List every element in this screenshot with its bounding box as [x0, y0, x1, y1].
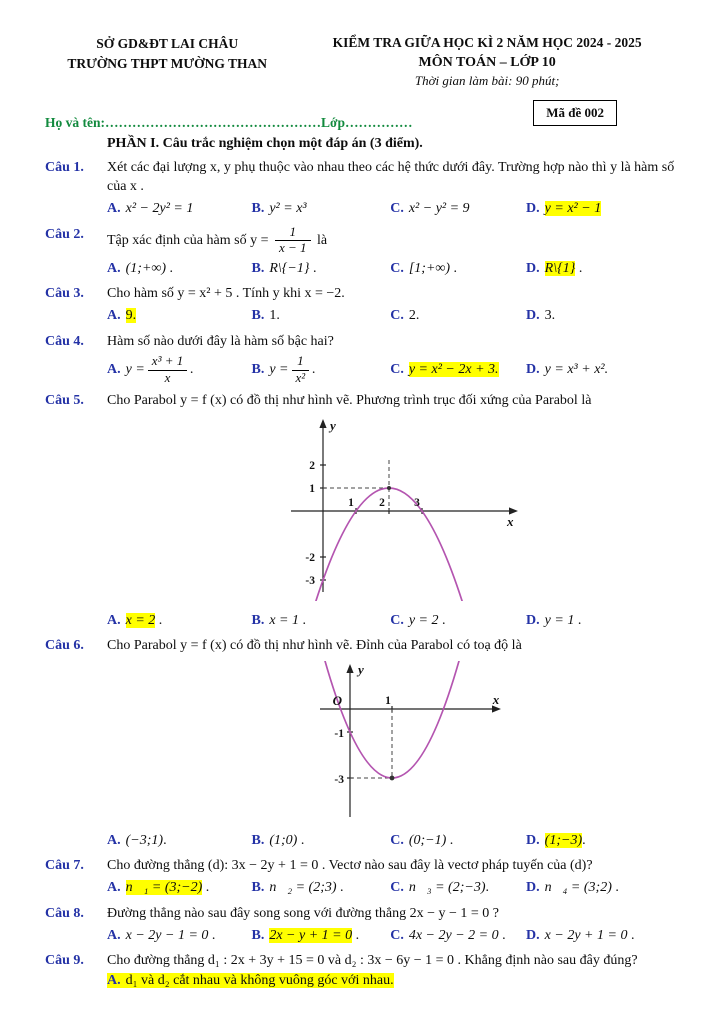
question-2 [45, 225, 685, 278]
question-6-text: Cho Parabol y = f (x) có đồ thị như hình vẽ. Đỉnh của Parabol có toạ độ là [107, 637, 522, 653]
question-5-option-c: C. y = 2 . [390, 612, 446, 628]
question-4-options [107, 354, 685, 385]
question-4-text: Hàm số nào dưới đây là hàm số bậc hai? [107, 333, 334, 349]
question-5-label: Câu 5. [45, 393, 84, 409]
question-2-text-after: là [317, 232, 328, 248]
question-3-text: Cho hàm số y = x² + 5 . Tính y khi x = −2. [107, 286, 345, 302]
question-7 [45, 856, 685, 898]
fraction: $\frac{\text{x³ + 1}}{x}$ [148, 354, 187, 385]
parabola-graph-q5 [261, 416, 531, 601]
question-9 [45, 951, 685, 970]
g1-x-axis-label: x [507, 514, 514, 530]
question-6-option-d: D. (1;−3). [526, 832, 586, 848]
question-6-label: Câu 6. [45, 637, 84, 653]
question-2-text-before: Tập xác định của hàm số y = [107, 232, 269, 248]
exam-code-box: Mã đề 002 [533, 100, 617, 126]
question-6-graph [107, 661, 685, 827]
g2-xtick-1: 1 [384, 695, 391, 708]
question-1 [45, 158, 685, 219]
question-1-options [107, 199, 685, 218]
question-4 [45, 332, 685, 385]
question-5 [45, 391, 685, 630]
g2-ytick-neg1: -1 [333, 728, 344, 741]
g1-ytick-1: 1 [309, 483, 315, 496]
header-right [289, 34, 685, 91]
fraction: $\frac{1}{x - 1}$ [275, 225, 311, 256]
question-8-option-a: A. x − 2y − 1 = 0 . [107, 927, 216, 943]
parabola-graph-q6 [284, 661, 509, 821]
question-4-option-a: A. y = $\frac{\text{x³ + 1}}{x}$ . [107, 352, 194, 385]
header-left [45, 34, 289, 91]
g1-y-axis-label: y [330, 418, 336, 434]
header [45, 34, 685, 91]
question-5-option-b: B. x = 1 . [251, 612, 307, 628]
question-7-text: Cho đường thẳng (d): 3x − 2y + 1 = 0 . Vectơ nào sau đây là vectơ pháp tuyến của (d)? [107, 857, 593, 873]
question-7-option-c: C. n⃗₃ = (2;−3). [390, 880, 489, 896]
question-6-option-c: C. (0;−1) . [390, 832, 454, 848]
question-4-label: Câu 4. [45, 333, 84, 349]
duration-note: Thời gian làm bài: 90 phút; [414, 73, 560, 89]
g1-xtick-2: 2 [379, 497, 385, 510]
question-2-option-d: D. R\{1} . [526, 260, 583, 276]
question-5-text: Cho Parabol y = f (x) có đồ thị như hình vẽ. Phương trình trục đối xứng của Parabol là [107, 393, 592, 409]
question-5-options [107, 611, 685, 630]
question-2-label: Câu 2. [45, 226, 84, 242]
question-2-text [107, 225, 685, 256]
g1-xtick-3: 3 [414, 497, 420, 510]
question-4-option-b: B. y = $\frac{1}{\text{x²}}$ . [251, 352, 316, 385]
subject-title: MÔN TOÁN – LỚP 10 [418, 54, 556, 70]
question-2-options [107, 259, 685, 278]
question-5-graph [107, 416, 685, 607]
question-7-options [107, 878, 685, 897]
question-3-options [107, 306, 685, 325]
question-7-option-d: D. n⃗₄ = (3;2) . [526, 880, 619, 896]
question-8-text: Đường thẳng nào sau đây song song với đường thẳng 2x − y − 1 = 0 ? [107, 905, 499, 921]
question-3 [45, 284, 685, 326]
question-1-label: Câu 1. [45, 159, 84, 175]
question-7-option-b: B. n⃗₂ = (2;3) . [251, 880, 344, 896]
question-4-option-d: D. y = x³ + x². [526, 361, 609, 377]
question-8-option-b: B. 2x − y + 1 = 0 . [251, 927, 360, 943]
question-6-option-a: A. (−3;1). [107, 832, 167, 848]
question-6-options [107, 831, 685, 850]
question-8-option-d: D. x − 2y + 1 = 0 . [526, 927, 635, 943]
question-2-option-b: B. R\{−1} . [251, 260, 317, 276]
g2-x-axis-label: x [492, 692, 499, 708]
department-name: SỞ GD&ĐT LAI CHÂU [96, 36, 239, 51]
school-name: TRƯỜNG THPT MƯỜNG THAN [67, 55, 267, 71]
question-9-answer: A. d₁ và d₂ cắt nhau và không vuông góc với nhau. [107, 973, 394, 989]
g1-ytick-2: 2 [309, 460, 315, 473]
g2-y-axis-label: y [357, 662, 364, 678]
question-8 [45, 904, 685, 946]
g1-ytick-neg3: -3 [305, 575, 315, 588]
question-1-text: Xét các đại lượng x, y phụ thuộc vào nhau theo các hệ thức dưới đây. Trường hợp nào thì y là hàm số của x . [107, 159, 675, 194]
question-7-label: Câu 7. [45, 857, 84, 873]
fraction: $\frac{1}{\text{x²}}$ [292, 354, 310, 385]
exam-title: KIỂM TRA GIỮA HỌC KÌ 2 NĂM HỌC 2024 - 2025 [332, 35, 642, 50]
g1-xtick-1: 1 [348, 497, 354, 510]
g1-ytick-neg2: -2 [305, 552, 315, 565]
student-name-line: Họ và tên:…………………………………………Lớp…………… [45, 114, 413, 130]
question-3-label: Câu 3. [45, 286, 84, 302]
question-2-option-c: C. [1;+∞) . [390, 260, 458, 276]
question-5-option-d: D. y = 1 . [526, 612, 582, 628]
g2-ytick-neg3: -3 [333, 774, 344, 787]
question-1-option-b: B. y² = x³ [251, 201, 307, 217]
question-3-option-d: D. 3. [526, 308, 556, 324]
question-5-option-a: A. x = 2 . [107, 612, 163, 628]
question-8-option-c: C. 4x − 2y − 2 = 0 . [390, 927, 506, 943]
question-3-option-a: A. 9. [107, 308, 137, 324]
question-8-label: Câu 8. [45, 905, 84, 921]
question-8-options [107, 926, 685, 945]
g2-origin-label: O [332, 693, 342, 709]
question-3-option-c: C. 2. [390, 308, 420, 324]
question-2-option-a: A. (1;+∞) . [107, 260, 174, 276]
question-1-option-a: A. x² − 2y² = 1 [107, 201, 194, 217]
question-1-option-c: C. x² − y² = 9 [390, 201, 470, 217]
question-7-option-a: A. n⃗₁ = (3;−2) . [107, 880, 210, 896]
question-9-label: Câu 9. [45, 953, 84, 969]
question-3-option-b: B. 1. [251, 308, 280, 324]
question-6-option-b: B. (1;0) . [251, 832, 305, 848]
question-9-text: Cho đường thẳng d₁ : 2x + 3y + 15 = 0 và d₂ : 3x − 6y − 1 = 0 . Khẳng định nào sau đây đúng? [107, 953, 638, 969]
question-4-option-c: C. y = x² − 2x + 3. [390, 361, 499, 377]
question-1-option-d: D. y = x² − 1 [526, 201, 602, 217]
question-6 [45, 636, 685, 850]
section-title: PHẦN I. Câu trắc nghiệm chọn một đáp án (3 điểm). [107, 135, 423, 151]
